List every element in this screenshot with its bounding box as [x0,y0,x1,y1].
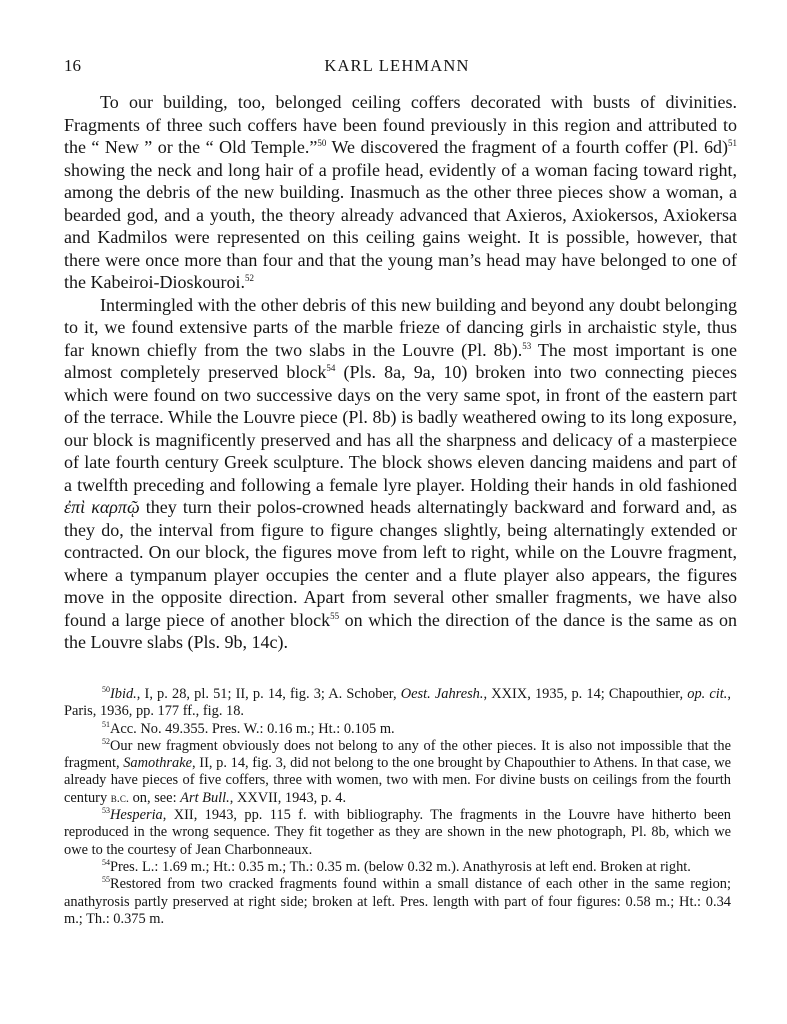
footnote-55: $^{55}$Restored from two cracked fragments found within a small distance of each other in the same region; anathyrosis partly preserved at right side; broken at left. Pres. length with part of four figures: 0.58 m.; Ht.: 0.34 m.; Th.: 0.375 m. [64,875,731,927]
running-head: KARL LEHMANN [324,56,470,75]
footnote-ref-53[interactable]: 53 [522,340,532,351]
page-header [64,56,730,80]
footnote-53: $^{53}$Hesperia, XII, 1943, pp. 115 f. with bibliography. The fragments in the Louvre have hitherto been reproduced in the wrong sequence. They fit together as they are shown in the new photograph, Pl. 8b, which we owe to the courtesy of Jean Charbonneaux. [64,806,731,858]
footnote-ref-54[interactable]: 54 [326,363,336,373]
greek-phrase: ἐπὶ καρπῷ [64,497,140,517]
footnote-ref-55[interactable]: 55 [330,610,340,621]
body-text [64,91,737,654]
footnote-52: $^{52}$Our new fragment obviously does not belong to any of the other pieces. It is also not impossible that the fragment, Samothrake, II, p. 14, fig. 3, did not belong to the one brought by Chapouthier to Athens. In that case, we already have pieces of five coffers, three with women, two with men. For divine busts on ceilings from the fourth century b.c. on, see: Art Bull., XXVII, 1943, p. 4. [64,737,731,806]
footnotes [64,686,731,928]
page-number: 16 [64,56,81,75]
paragraph-frieze: Intermingled with the other debris of this new building and beyond any doubt belonging to it, we found extensive parts of the marble frieze of dancing girls in archaistic style, thus far known chiefly from the two slabs in the Louvre (Pl. 8b).$^{53}$ The most important is one almost completely preserved block$^{54}$ (Pls. 8a, 9a, 10) broken into two connecting pieces which were found on two successive days on the very same spot, in front of the eastern part of the terrace. While the Louvre piece (Pl. 8b) is badly weathered owing to its long exposure, our block is magnificently preserved and has all the sharpness and delicacy of a masterpiece of late fourth century Greek sculpture. The block shows eleven dancing maidens and part of a twelfth preceding and following a female lyre player. Holding their hands in old fashioned ἐπὶ καρπῷ they turn their polos-crowned heads alternatingly backward and forward and, as they do, the interval from figure to figure changes slightly, being alternatingly extended or contracted. On our block, the figures move from left to right, while on the Louvre fragment, where a tympanum player occupies the center and a flute player also appears, the figures move in the opposite direction. Apart from several other smaller fragments, we have also found a large piece of another block$^{55}$ on which the direction of the dance is the same as on the Louvre slabs (Pls. 9b, 14c). [64,294,737,652]
footnote-50: $^{50}$Ibid., I, p. 28, pl. 51; II, p. 14, fig. 3; A. Schober, Oest. Jahresh., XXIX, 1935, p. 14; Chapouthier, op. cit., Paris, 1936, pp. 177 ff., fig. 18. [64,685,731,720]
footnote-ref-52[interactable]: 52 [244,273,254,283]
footnote-54: $^{54}$Pres. L.: 1.69 m.; Ht.: 0.35 m.; Th.: 0.35 m. (below 0.32 m.). Anathyrosis at left end. Broken at right. [102,858,691,875]
footnote-ref-50[interactable]: 50 [317,138,327,148]
footnote-ref-51[interactable]: 51 [728,138,738,148]
paragraph-coffers: To our building, too, belonged ceiling coffers decorated with busts of divinities. Fragments of three such coffers have been found previously in this region and attributed to the “ New ” or the “ Old Temple.”$^{50}$ We discovered the fragment of a fourth coffer (Pl. 6d)$^{51}$ showing the neck and long hair of a profile head, evidently of a woman facing toward right, among the debris of the new building. Inasmuch as the other three pieces show a woman, a bearded god, and a youth, the theory already advanced that Axieros, Axiokersos, Axiokersa and Kadmilos were represented on this ceiling gains weight. It is possible, however, that there were once more than four and that the young man’s head may have belonged to one of the Kabeiroi-Dioskouroi.$^{52}$ [64,92,738,292]
footnote-51: $^{51}$Acc. No. 49.355. Pres. W.: 0.16 m.; Ht.: 0.105 m. [102,719,395,737]
